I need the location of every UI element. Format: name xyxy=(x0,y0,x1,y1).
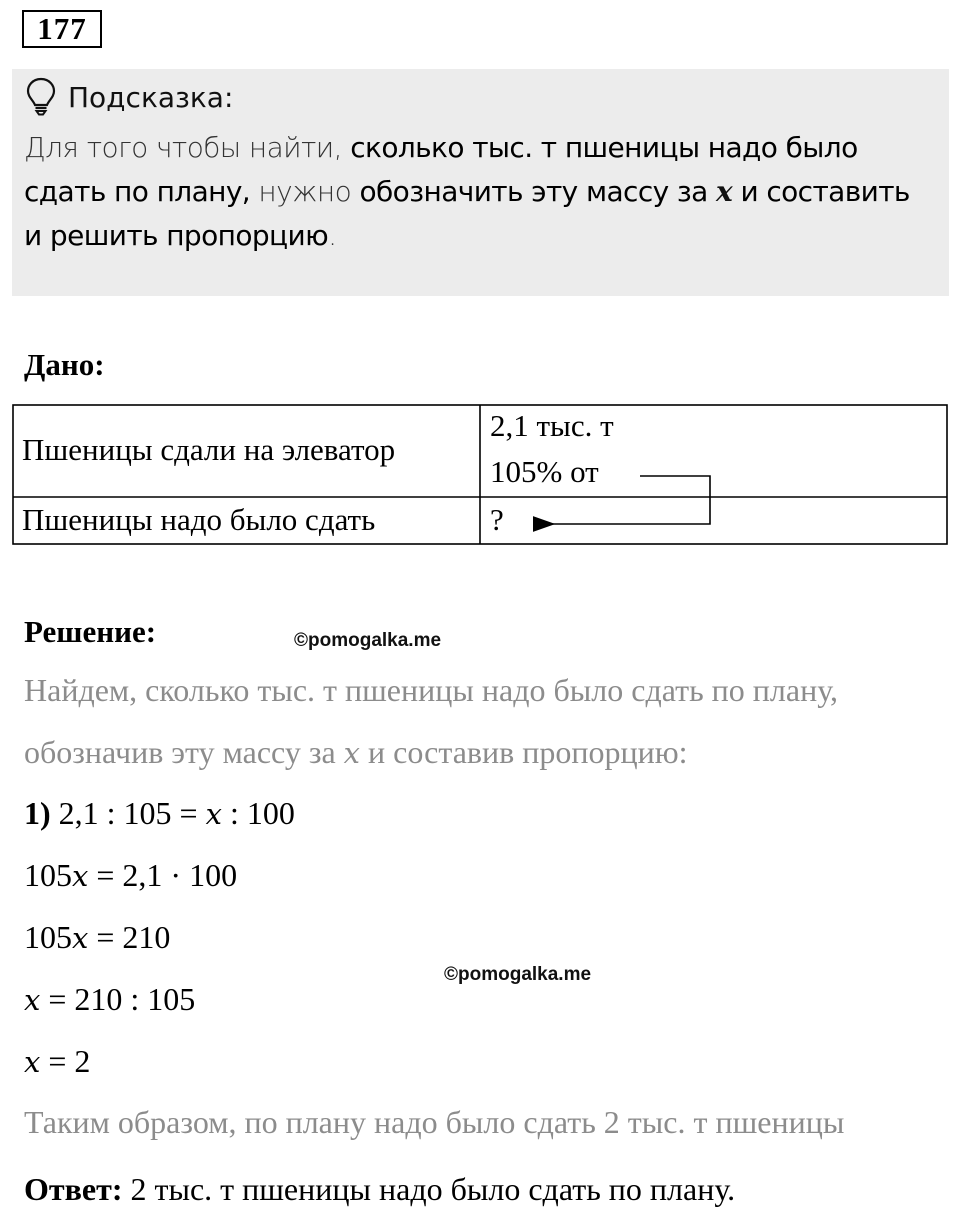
solution-intro-line: Найдем, сколько тыс. т пшеницы надо было сдать по плану, xyxy=(24,672,839,708)
given-heading: Дано: xyxy=(24,347,105,382)
equation-line: 105x = 210 xyxy=(24,919,171,955)
solution-intro-line: обозначив эту массу за x и составив пропорцию: xyxy=(24,734,688,770)
hint-segment-light: Для того чтобы найти, xyxy=(24,131,351,164)
solution-conclusion: Таким образом, по плану надо было сдать 2 тыс. т пшеницы xyxy=(24,1104,845,1140)
solution-heading: Решение: xyxy=(24,614,157,649)
answer-label: Ответ: xyxy=(24,1171,123,1207)
hint-segment-light: нужно xyxy=(250,175,360,208)
hint-text xyxy=(24,126,934,258)
table-row-label: Пшеницы надо было сдать xyxy=(22,502,376,537)
hint-title: Подсказка: xyxy=(68,81,234,114)
lightbulb-icon xyxy=(24,76,58,116)
watermark: ©pomogalka.me xyxy=(294,630,442,651)
answer-text: 2 тыс. т пшеницы надо было сдать по плану. xyxy=(122,1171,736,1207)
equation-result: x = 2 xyxy=(24,1043,91,1079)
task-number: 177 xyxy=(22,10,102,48)
equation-line: 105x = 2,1 · 100 xyxy=(24,857,238,893)
table-row-value-unknown: ? xyxy=(490,502,504,537)
hint-segment-bold: и составить и решить пропорцию xyxy=(24,175,910,252)
hint-segment-bold: обозначить эту массу за xyxy=(359,175,717,208)
table-row-value: 2,1 тыс. т xyxy=(490,408,614,443)
table-row-value-reference: 105% от xyxy=(490,454,599,489)
answer-line xyxy=(24,1168,735,1210)
equation-line: x = 210 : 105 xyxy=(24,981,196,1017)
table-row-label: Пшеницы сдали на элеватор xyxy=(22,432,396,467)
hint-segment-var: x xyxy=(716,175,733,208)
equation-proportion: 1) 2,1 : 105 = x : 100 xyxy=(24,795,295,831)
hint-segment-bold: сколько тыс. т пшеницы надо было сдать по плану, xyxy=(24,131,858,208)
hint-segment-light: . xyxy=(328,219,337,252)
step-label: 1) xyxy=(24,795,51,831)
watermark: ©pomogalka.me xyxy=(444,964,592,985)
